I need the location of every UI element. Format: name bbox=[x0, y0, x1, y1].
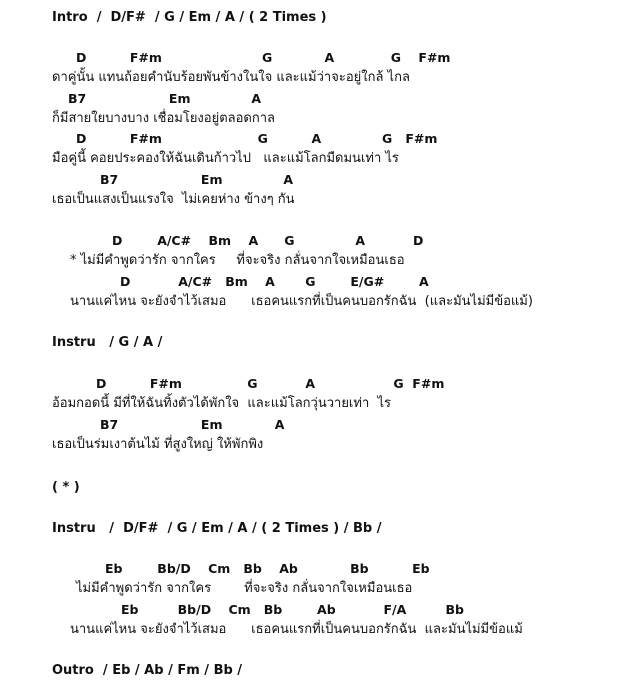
outro-line: Outro / Eb / Ab / Fm / Bb / bbox=[52, 663, 243, 678]
lyric-line: อ้อมกอดนี้ มีที่ให้ฉันทิ้งตัวได้พักใจ และแม้โลกวุ่นวายเท่า ไร bbox=[52, 396, 392, 411]
instru-line: Instru / D/F# / G / Em / A / ( 2 Times ) / Bb / bbox=[52, 521, 382, 536]
lyric-line: ดาคู่นั้น แทนถ้อยคำนับร้อยพันข้างในใจ และแม้ว่าจะอยู่ใกล้ ไกล bbox=[52, 70, 410, 85]
lyric-line: นานแค่ไหน จะยังจำไว้เสมอ เธอคนแรกที่เป็นคนบอกรักฉัน (และมันไม่มีข้อแม้) bbox=[70, 294, 533, 309]
chord-line: D A/C# Bm A G A D bbox=[112, 233, 424, 248]
chord-line: Eb Bb/D Cm Bb Ab F/A Bb bbox=[121, 602, 464, 617]
chord-line: D A/C# Bm A G E/G# A bbox=[120, 274, 429, 289]
chord-line: B7 Em A bbox=[100, 172, 294, 187]
chord-line: Eb Bb/D Cm Bb Ab Bb Eb bbox=[105, 561, 430, 576]
chord-line: B7 Em A bbox=[68, 91, 262, 106]
lyric-line: นานแค่ไหน จะยังจำไว้เสมอ เธอคนแรกที่เป็นคนบอกรักฉัน และมันไม่มีข้อแม้ bbox=[70, 622, 523, 637]
lyric-line: เธอเป็นแสงเป็นแรงใจ ไม่เคยห่าง ข้างๆ กัน bbox=[52, 192, 295, 207]
lyric-line: ไม่มีคำพูดว่ารัก จากใคร ที่จะจริง กลั่นจากใจเหมือนเธอ bbox=[76, 581, 413, 596]
chord-line: D F#m G A G F#m bbox=[76, 131, 438, 146]
lyric-line: ก็มีสายใยบางบาง เชื่อมโยงอยู่ตลอดกาล bbox=[52, 111, 275, 126]
lyric-line: มือคู่นี้ คอยประคองให้ฉันเดินก้าวไป และแม้โลกมืดมนเท่า ไร bbox=[52, 151, 399, 166]
chord-line: D F#m G A G F#m bbox=[96, 376, 445, 391]
instru-line: Instru / G / A / bbox=[52, 335, 163, 350]
lyric-line: * ไม่มีคำพูดว่ารัก จากใคร ที่จะจริง กลั่นจากใจเหมือนเธอ bbox=[70, 253, 405, 268]
chorus-repeat-marker: ( * ) bbox=[52, 480, 80, 495]
intro-line: Intro / D/F# / G / Em / A / ( 2 Times ) bbox=[52, 10, 327, 25]
chord-line: D F#m G A G F#m bbox=[76, 50, 451, 65]
chord-line: B7 Em A bbox=[100, 417, 285, 432]
lyric-line: เธอเป็นร่มเงาต้นไม้ ที่สูงใหญ่ ให้พักพิง bbox=[52, 437, 264, 452]
